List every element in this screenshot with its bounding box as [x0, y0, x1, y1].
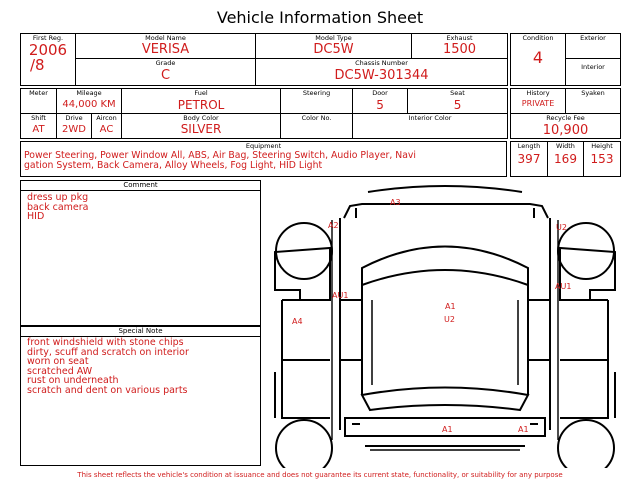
- interior-label: Interior: [581, 63, 605, 71]
- length-label: Length: [517, 142, 541, 150]
- aircon-value: AC: [99, 124, 114, 135]
- model-name-label: Model Name: [145, 34, 186, 42]
- rear-right-wheel: [558, 420, 614, 468]
- outer-side-lines: [332, 220, 558, 440]
- shift-value: AT: [32, 124, 45, 135]
- length-cell: [511, 142, 548, 177]
- damage-mark: A1: [518, 425, 529, 434]
- steering-cell: [281, 89, 353, 114]
- model-name-value: VERISA: [141, 42, 190, 57]
- height-label: Height: [591, 142, 613, 150]
- fuel-label: Fuel: [194, 89, 208, 97]
- meter-cell: [21, 89, 57, 114]
- width-value: 169: [554, 152, 577, 166]
- color-no-cell: [281, 114, 353, 139]
- exterior-label: Exterior: [580, 34, 606, 42]
- damage-mark: A3: [390, 198, 401, 207]
- aircon-label: Aircon: [96, 114, 117, 122]
- disclaimer-footer: This sheet reflects the vehicle's condition at issuance and does not guarantee its current state, functionality, or suitability for any purpose: [77, 471, 563, 479]
- damage-mark: U2: [556, 223, 567, 232]
- door-label: Door: [372, 89, 388, 97]
- meter-label: Meter: [29, 89, 48, 97]
- seat-label: Seat: [450, 89, 465, 97]
- height-value: 153: [590, 152, 614, 166]
- roof-inner: [372, 300, 518, 385]
- steering-label: Steering: [302, 89, 331, 97]
- body-color-label: Body Color: [183, 114, 219, 122]
- length-value: 397: [517, 152, 541, 166]
- interior-color-cell: [353, 114, 508, 139]
- body-color-cell: [122, 114, 281, 139]
- damage-mark: U2: [444, 315, 455, 324]
- condition-table: [510, 33, 621, 86]
- exhaust-label: Exhaust: [446, 34, 473, 42]
- door-cell: [353, 89, 408, 114]
- width-label: Width: [556, 142, 575, 150]
- left-front-fender: [275, 248, 330, 300]
- chassis-label: Chassis Number: [355, 59, 408, 67]
- chassis-cell: [256, 59, 508, 86]
- body-color-value: SILVER: [180, 122, 222, 136]
- model-name-cell: [76, 34, 256, 59]
- history-value: PRIVATE: [521, 99, 555, 108]
- width-cell: [548, 142, 584, 177]
- first-reg-month: /8: [30, 56, 45, 74]
- drive-label: Drive: [65, 114, 83, 122]
- fuel-value: PETROL: [177, 98, 225, 112]
- headlight-lines: [356, 208, 534, 218]
- mileage-cell: [57, 89, 122, 114]
- recycle-fee-label: Recycle Fee: [546, 114, 585, 122]
- equipment-value: Power Steering, Power Window All, ABS, Air Bag, Steering Switch, Audio Player, Navi gation System, Back Camera, Alloy Wheels, Fog Light, HID Light: [24, 150, 417, 171]
- model-type-label: Model Type: [315, 34, 352, 42]
- seat-cell: [408, 89, 508, 114]
- seat-value: 5: [453, 98, 462, 112]
- first-reg-label: First Reg.: [32, 34, 64, 42]
- mileage-value: 44,000 KM: [62, 99, 116, 110]
- drive-value: 2WD: [62, 124, 86, 135]
- rear-window: [362, 388, 528, 411]
- recycle-fee-cell: [511, 114, 621, 139]
- model-type-cell: [256, 34, 412, 59]
- damage-mark: A1: [445, 302, 456, 311]
- grade-value: C: [160, 68, 171, 83]
- history-cell: [511, 89, 566, 114]
- hood-outline: [344, 204, 548, 218]
- right-doors: [560, 300, 608, 418]
- left-doors: [282, 300, 330, 418]
- damage-mark: A1: [442, 425, 453, 434]
- equipment-label: Equipment: [245, 142, 282, 150]
- specs-table: [20, 88, 508, 139]
- special-note-box: [20, 326, 261, 466]
- right-front-fender: [560, 248, 615, 300]
- exhaust-cell: [412, 34, 508, 59]
- comment-label: Comment: [21, 181, 260, 191]
- grade-label: Grade: [155, 59, 176, 67]
- exhaust-value: 1500: [442, 42, 477, 57]
- fuel-cell: [122, 89, 281, 114]
- front-bumper: [368, 186, 522, 192]
- height-cell: [584, 142, 621, 177]
- first-reg-cell: [21, 34, 76, 86]
- shift-label: Shift: [31, 114, 46, 122]
- rear-left-wheel: [276, 420, 332, 468]
- shift-cell: [21, 114, 57, 139]
- windshield: [362, 247, 528, 286]
- special-note-label: Special Note: [21, 327, 260, 337]
- special-note-text: front windshield with stone chips dirty, scuff and scratch on interior worn on seat scratched AW rust on underneath scratch and dent on various parts: [27, 337, 189, 396]
- drive-cell: [57, 114, 92, 139]
- damage-mark: A4: [292, 317, 303, 326]
- chassis-value: DC5W-301344: [334, 68, 429, 83]
- history-label: History: [526, 89, 550, 97]
- comment-text: dress up pkg back camera HID: [27, 192, 89, 222]
- syaken-cell: [566, 89, 621, 114]
- condition-value: 4: [532, 48, 544, 67]
- damage-mark: A2: [328, 221, 339, 230]
- comment-box: [20, 180, 261, 326]
- exterior-cell: [566, 34, 621, 59]
- interior-color-label: Interior Color: [408, 114, 452, 122]
- model-type-value: DC5W: [313, 42, 354, 57]
- aircon-cell: [92, 114, 122, 139]
- door-value: 5: [376, 98, 384, 112]
- sheet-title: Vehicle Information Sheet: [216, 8, 424, 27]
- first-reg-year: 2006: [28, 41, 68, 59]
- mileage-label: Mileage: [76, 89, 102, 97]
- registration-table: [20, 33, 508, 86]
- damage-mark: AU1: [555, 282, 572, 291]
- history-table: [510, 88, 621, 139]
- interior-cell: [566, 59, 621, 86]
- recycle-fee-value: 10,900: [542, 123, 589, 138]
- condition-label: Condition: [522, 34, 554, 42]
- dimensions-table: [510, 141, 621, 177]
- damage-mark: AU1: [332, 291, 349, 300]
- equipment-box: [20, 141, 507, 177]
- color-no-label: Color No.: [301, 114, 332, 122]
- grade-cell: [76, 59, 256, 86]
- syaken-label: Syaken: [581, 89, 605, 97]
- car-damage-diagram: [268, 182, 620, 468]
- condition-cell: [511, 34, 566, 86]
